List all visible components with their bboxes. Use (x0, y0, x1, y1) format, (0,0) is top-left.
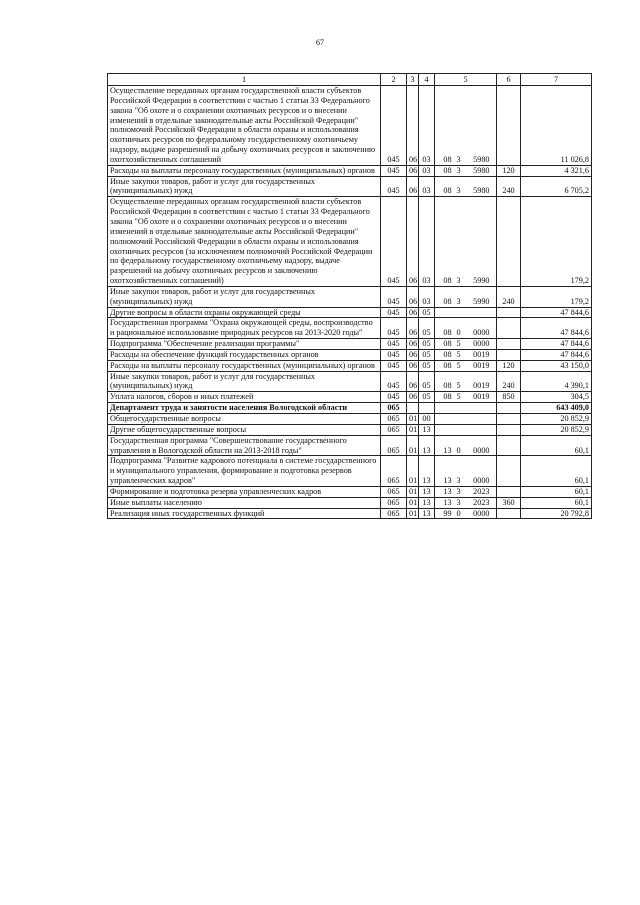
amount-cell: 6 705,2 (521, 176, 592, 197)
expense-type-cell (497, 339, 521, 350)
table-row (108, 497, 592, 508)
row-name-cell: Реализация иных государственных функций (108, 508, 381, 519)
section-code-cell: 06 (407, 360, 419, 371)
row-name-cell: Расходы на выплаты персоналу государственных (муниципальных) органов (108, 360, 381, 371)
target-article-part: 08 (443, 154, 452, 164)
table-row (108, 508, 592, 519)
subsection-code-cell: 13 (419, 486, 435, 497)
expense-type-cell: 120 (497, 165, 521, 176)
section-code-cell (407, 403, 419, 414)
table-row (108, 371, 592, 392)
target-article-cell (435, 360, 497, 371)
subsection-code-cell: 13 (419, 508, 435, 519)
target-article-part: 08 (443, 349, 452, 359)
subsection-code-cell: 03 (419, 286, 435, 307)
row-name-cell: Общегосударственные вопросы (108, 414, 381, 425)
header-cell: 1 (108, 74, 381, 86)
target-article-cell (435, 349, 497, 360)
amount-cell: 47 844,6 (521, 307, 592, 318)
target-article-part: 5 (456, 392, 461, 402)
target-article-part: 3 (456, 154, 461, 164)
row-name-cell: Государственная программа "Охрана окружающей среды, воспроизводство и рациональное использование природных ресурсов на 2013-2020 годы" (108, 318, 381, 339)
subsection-code-cell: 05 (419, 392, 435, 403)
target-article-cell (435, 318, 497, 339)
table-row (108, 424, 592, 435)
row-name-cell: Осуществление переданных органам государственной власти субъектов Российской Федерации в соответствии с частью 1 статьи 33 Федерального закона "Об охоте и о сохранении охотничьих ресурсов и о внесении изменений в отдельные законодательные акты Российской Федерации" полномочий Российской Федерации в области охраны и использования охотничьих ресурсов (за исключением полномочий Российской Федерации по федеральному государственному охотничьему надзору, выдаче разрешений на добычу охотничьих ресурсов и заключению охотхозяйственных соглашений) (108, 197, 381, 287)
amount-cell: 643 409,0 (521, 403, 592, 414)
table-row (108, 197, 592, 287)
target-article-part: 0000 (473, 508, 490, 518)
target-article-part: 99 (443, 508, 452, 518)
target-article-part: 2023 (473, 497, 490, 507)
row-name-cell: Иные закупки товаров, работ и услуг для государственных (муниципальных) нужд (108, 286, 381, 307)
subsection-code-cell: 13 (419, 497, 435, 508)
target-article-part: 5980 (473, 154, 490, 164)
target-article-cell (435, 486, 497, 497)
grbs-code-cell: 065 (381, 414, 407, 425)
target-article-part: 5980 (473, 165, 490, 175)
expense-type-cell: 240 (497, 286, 521, 307)
table-row (108, 307, 592, 318)
grbs-code-cell: 065 (381, 456, 407, 487)
target-article-cell (435, 497, 497, 508)
target-article-part: 3 (456, 276, 461, 286)
grbs-code-cell: 065 (381, 486, 407, 497)
section-code-cell: 06 (407, 176, 419, 197)
target-article-part: 08 (443, 186, 452, 196)
amount-cell: 47 844,6 (521, 339, 592, 350)
subsection-code-cell: 05 (419, 360, 435, 371)
grbs-code-cell: 045 (381, 176, 407, 197)
subsection-code-cell: 00 (419, 414, 435, 425)
subsection-code-cell: 03 (419, 176, 435, 197)
section-code-cell: 01 (407, 435, 419, 456)
row-name-cell: Другие вопросы в области охраны окружающей среды (108, 307, 381, 318)
section-code-cell: 01 (407, 497, 419, 508)
target-article-part: 0 (456, 445, 461, 455)
target-article-part: 0000 (473, 339, 490, 349)
target-article-part: 3 (456, 497, 461, 507)
table-row (108, 414, 592, 425)
section-code-cell: 06 (407, 349, 419, 360)
expense-type-cell (497, 349, 521, 360)
row-name-cell: Подпрограмма "Развитие кадрового потенциала в системе государственного и муниципального управления, формирование и подготовка резервов управленческих кадров" (108, 456, 381, 487)
table-row (108, 165, 592, 176)
row-name-cell: Иные выплаты населению (108, 497, 381, 508)
target-article-part: 08 (443, 339, 452, 349)
target-article-part: 08 (443, 392, 452, 402)
target-article-cell (435, 371, 497, 392)
subsection-code-cell: 05 (419, 371, 435, 392)
table-row (108, 486, 592, 497)
row-name-cell: Уплата налогов, сборов и иных платежей (108, 392, 381, 403)
grbs-code-cell: 045 (381, 307, 407, 318)
target-article-part: 3 (456, 296, 461, 306)
amount-cell: 47 844,6 (521, 318, 592, 339)
target-article-part: 0019 (473, 381, 490, 391)
budget-table (107, 73, 592, 519)
target-article-cell (435, 176, 497, 197)
header-cell: 6 (497, 74, 521, 86)
subsection-code-cell: 13 (419, 435, 435, 456)
target-article-part: 08 (443, 381, 452, 391)
table-row (108, 339, 592, 350)
table-row (108, 403, 592, 414)
target-article-cell (435, 424, 497, 435)
target-article-part: 0 (456, 508, 461, 518)
expense-type-cell (497, 307, 521, 318)
expense-type-cell (497, 508, 521, 519)
target-article-cell (435, 414, 497, 425)
table-row (108, 349, 592, 360)
target-article-part: 0019 (473, 392, 490, 402)
expense-type-cell (497, 86, 521, 166)
row-name-cell: Формирование и подготовка резерва управленческих кадров (108, 486, 381, 497)
target-article-cell (435, 165, 497, 176)
section-code-cell: 06 (407, 307, 419, 318)
page-number: 67 (316, 38, 324, 47)
expense-type-cell (497, 197, 521, 287)
grbs-code-cell: 045 (381, 349, 407, 360)
target-article-part: 5990 (473, 296, 490, 306)
expense-type-cell (497, 456, 521, 487)
subsection-code-cell: 05 (419, 349, 435, 360)
header-cell: 2 (381, 74, 407, 86)
target-article-part: 08 (443, 165, 452, 175)
section-code-cell: 01 (407, 508, 419, 519)
grbs-code-cell: 045 (381, 318, 407, 339)
target-article-cell (435, 286, 497, 307)
table-row (108, 176, 592, 197)
target-article-part: 3 (456, 165, 461, 175)
amount-cell: 20 792,8 (521, 508, 592, 519)
target-article-part: 13 (443, 445, 452, 455)
amount-cell: 20 852,9 (521, 414, 592, 425)
section-code-cell: 01 (407, 456, 419, 487)
target-article-part: 0019 (473, 360, 490, 370)
table-row (108, 360, 592, 371)
amount-cell: 47 844,6 (521, 349, 592, 360)
target-article-part: 3 (456, 186, 461, 196)
section-code-cell: 06 (407, 339, 419, 350)
section-code-cell: 06 (407, 371, 419, 392)
table-row (108, 318, 592, 339)
header-cell: 3 (407, 74, 419, 86)
table-header-row (108, 74, 592, 86)
target-article-cell (435, 307, 497, 318)
target-article-part: 08 (443, 328, 452, 338)
section-code-cell: 01 (407, 414, 419, 425)
target-article-part: 5 (456, 349, 461, 359)
target-article-part: 0000 (473, 476, 490, 486)
grbs-code-cell: 065 (381, 508, 407, 519)
row-name-cell: Осуществление переданных органам государственной власти субъектов Российской Федерации в соответствии с частью 1 статьи 33 Федерального закона "Об охоте и о сохранении охотничьих ресурсов и о внесении изменений в отдельные законодательные акты Российской Федерации" полномочий Российской Федерации в области охраны и использования охотничьих ресурсов по федеральному государственному охотничьему надзору, выдаче разрешений на добычу охотничьих ресурсов и заключению охотхозяйственных соглашений (108, 86, 381, 166)
table-row (108, 456, 592, 487)
target-article-part: 5980 (473, 186, 490, 196)
target-article-part: 13 (443, 497, 452, 507)
subsection-code-cell: 03 (419, 86, 435, 166)
target-article-cell (435, 508, 497, 519)
subsection-code-cell: 03 (419, 165, 435, 176)
grbs-code-cell: 045 (381, 392, 407, 403)
section-code-cell: 06 (407, 86, 419, 166)
grbs-code-cell: 045 (381, 86, 407, 166)
expense-type-cell: 360 (497, 497, 521, 508)
section-code-cell: 06 (407, 318, 419, 339)
table-row (108, 435, 592, 456)
target-article-part: 0000 (473, 328, 490, 338)
amount-cell: 179,2 (521, 197, 592, 287)
target-article-cell (435, 197, 497, 287)
row-name-cell: Государственная программа "Совершенствование государственного управления в Вологодской области на 2013-2018 годы" (108, 435, 381, 456)
section-code-cell: 06 (407, 165, 419, 176)
target-article-part: 08 (443, 360, 452, 370)
amount-cell: 60,1 (521, 486, 592, 497)
section-code-cell: 06 (407, 392, 419, 403)
grbs-code-cell: 065 (381, 424, 407, 435)
expense-type-cell (497, 435, 521, 456)
target-article-part: 13 (443, 476, 452, 486)
grbs-code-cell: 065 (381, 403, 407, 414)
grbs-code-cell: 045 (381, 286, 407, 307)
grbs-code-cell: 065 (381, 497, 407, 508)
header-cell: 7 (521, 74, 592, 86)
table-row (108, 286, 592, 307)
grbs-code-cell: 045 (381, 165, 407, 176)
row-name-cell: Другие общегосударственные вопросы (108, 424, 381, 435)
target-article-cell (435, 339, 497, 350)
expense-type-cell (497, 318, 521, 339)
section-code-cell: 06 (407, 197, 419, 287)
expense-type-cell: 850 (497, 392, 521, 403)
expense-type-cell: 240 (497, 176, 521, 197)
amount-cell: 20 852,9 (521, 424, 592, 435)
target-article-part: 0019 (473, 349, 490, 359)
subsection-code-cell (419, 403, 435, 414)
target-article-part: 08 (443, 296, 452, 306)
expense-type-cell (497, 486, 521, 497)
grbs-code-cell: 045 (381, 339, 407, 350)
target-article-part: 5 (456, 339, 461, 349)
expense-type-cell: 240 (497, 371, 521, 392)
subsection-code-cell: 05 (419, 339, 435, 350)
grbs-code-cell: 045 (381, 371, 407, 392)
target-article-cell (435, 86, 497, 166)
target-article-cell (435, 435, 497, 456)
row-name-cell: Расходы на выплаты персоналу государственных (муниципальных) органов (108, 165, 381, 176)
target-article-part: 08 (443, 276, 452, 286)
target-article-cell (435, 403, 497, 414)
target-article-part: 13 (443, 486, 452, 496)
target-article-part: 5 (456, 360, 461, 370)
row-name-cell: Иные закупки товаров, работ и услуг для государственных (муниципальных) нужд (108, 371, 381, 392)
section-code-cell: 01 (407, 424, 419, 435)
target-article-cell (435, 392, 497, 403)
target-article-part: 2023 (473, 486, 490, 496)
expense-type-cell: 120 (497, 360, 521, 371)
amount-cell: 11 026,8 (521, 86, 592, 166)
grbs-code-cell: 065 (381, 435, 407, 456)
target-article-part: 3 (456, 486, 461, 496)
expense-type-cell (497, 403, 521, 414)
subsection-code-cell: 05 (419, 318, 435, 339)
expense-type-cell (497, 414, 521, 425)
subsection-code-cell: 03 (419, 197, 435, 287)
amount-cell: 304,5 (521, 392, 592, 403)
row-name-cell: Департамент труда и занятости населения Вологодской области (108, 403, 381, 414)
subsection-code-cell: 13 (419, 456, 435, 487)
target-article-part: 5990 (473, 276, 490, 286)
target-article-part: 5 (456, 381, 461, 391)
amount-cell: 43 150,0 (521, 360, 592, 371)
section-code-cell: 01 (407, 486, 419, 497)
amount-cell: 60,1 (521, 435, 592, 456)
amount-cell: 60,1 (521, 456, 592, 487)
table-row (108, 392, 592, 403)
table-row (108, 86, 592, 166)
target-article-part: 0000 (473, 445, 490, 455)
grbs-code-cell: 045 (381, 197, 407, 287)
amount-cell: 4 321,6 (521, 165, 592, 176)
target-article-cell (435, 456, 497, 487)
amount-cell: 60,1 (521, 497, 592, 508)
row-name-cell: Расходы на обеспечение функций государственных органов (108, 349, 381, 360)
expense-type-cell (497, 424, 521, 435)
target-article-part: 0 (456, 328, 461, 338)
subsection-code-cell: 05 (419, 307, 435, 318)
amount-cell: 179,2 (521, 286, 592, 307)
grbs-code-cell: 045 (381, 360, 407, 371)
target-article-part: 3 (456, 476, 461, 486)
section-code-cell: 06 (407, 286, 419, 307)
row-name-cell: Подпрограмма "Обеспечение реализации программы" (108, 339, 381, 350)
row-name-cell: Иные закупки товаров, работ и услуг для государственных (муниципальных) нужд (108, 176, 381, 197)
header-cell: 5 (435, 74, 497, 86)
header-cell: 4 (419, 74, 435, 86)
subsection-code-cell: 13 (419, 424, 435, 435)
amount-cell: 4 390,1 (521, 371, 592, 392)
